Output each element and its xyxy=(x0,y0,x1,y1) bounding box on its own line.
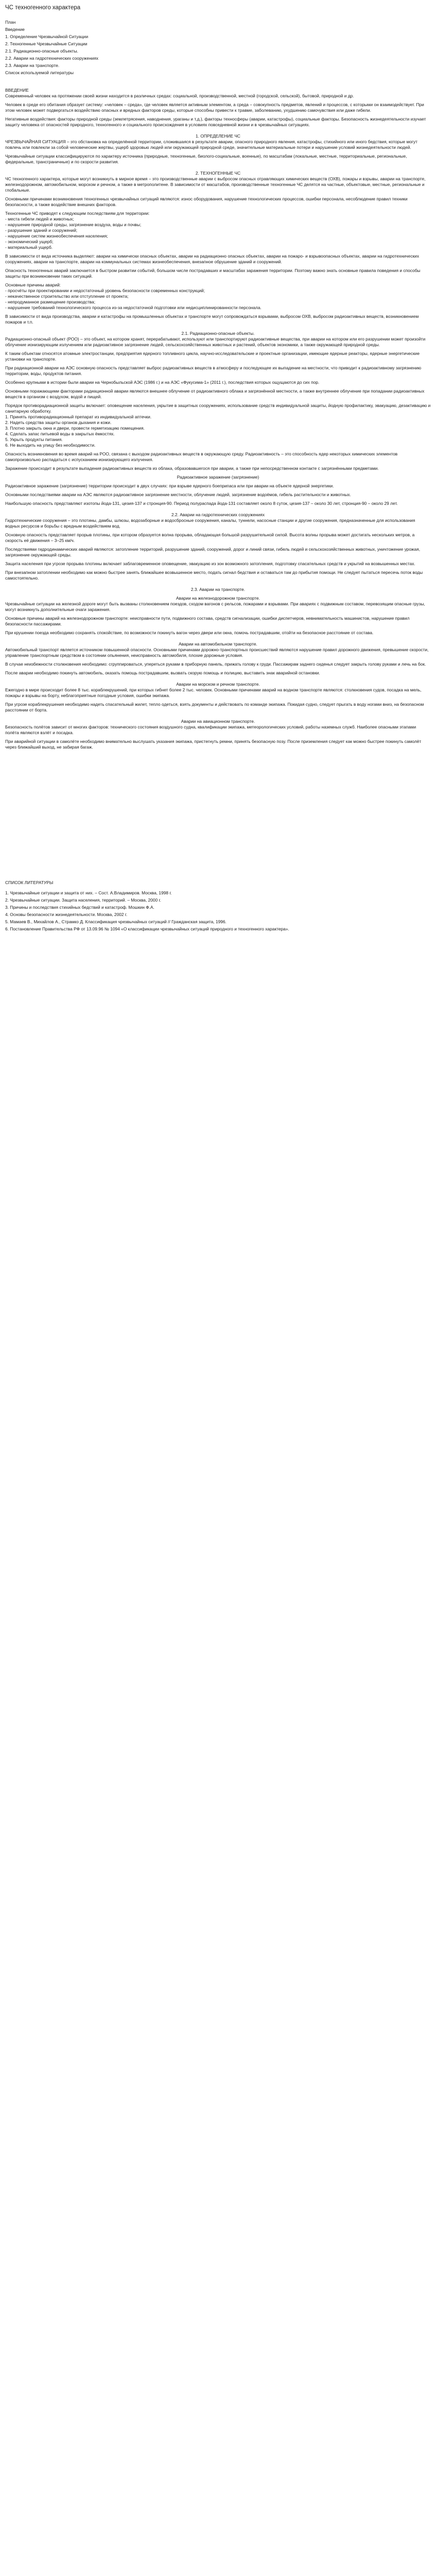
reference-item: 5. Мамаев В., Михайлов А., Страмко Д. Классификация чрезвычайных ситуаций // Гражданская защита, 1996. xyxy=(5,919,226,924)
list-item: - некачественное строительство или отступление от проекта; xyxy=(5,294,129,299)
paragraph: Ежегодно в мире происходит более 8 тыс. кораблекрушений, при которых гибнет более 2 тыс. человек. Основными причинами аварий на водном транспорте являются: столкновения судов, посадка на мель, пожары и взрывы на борту, неблагоприятные погодные условия, ошибки экипажа. xyxy=(5,687,422,698)
paragraph: Негативные воздействия: факторы природной среды (землетрясения, наводнения, ураганы и т.д.), факторы техносферы (аварии, катастрофы), социальные факторы. Безопасность жизнедеятельности изучает защиту человека от опасностей природного, техногенного и социального происхождения в условиях повседневной жизни и в чрезвычайных ситуациях. xyxy=(5,116,426,127)
paragraph: ЧС техногенного характера, которые могут возникнуть в мирное время – это производственные аварии с выбросом опасных отравляющих химических веществ (ОХВ), пожары и взрывы, аварии на транспорте, железнодорожном, автомобильном, морском и речном, а также в метрополитене. В зависимости от масштабов, производственные техногенные ЧС делятся на частные, объектовые, местные, региональные и глобальные. xyxy=(5,176,426,193)
paragraph: Автомобильный транспорт является источником повышенной опасности. Основными причинами дорожно-транспортных происшествий являются нарушение правил дорожного движения, превышение скорости, управление транспортным средством в состоянии опьянения, неисправность автомобиля, плохие дорожные условия. xyxy=(5,647,429,658)
list-item: 4. Сделать запас питьевой воды в закрытых ёмкостях. xyxy=(5,431,115,436)
list-item: 5. Укрыть продукты питания. xyxy=(5,437,63,442)
paragraph: При внезапном затоплении необходимо как можно быстрее занять ближайшее возвышенное место, подать сигнал бедствия и оставаться там до прибытия помощи. Не следует пытаться пересечь поток воды самостоятельно. xyxy=(5,570,423,581)
section-heading: СПИСОК ЛИТЕРАТУРЫ xyxy=(5,880,54,885)
list-item: 1. Принять противорадиационный препарат из индивидуальной аптечки. xyxy=(5,414,152,419)
paragraph: Техногенные ЧС приводят к следующим последствиям для территории: xyxy=(5,211,150,216)
list-item: - разрушение зданий и сооружений; xyxy=(5,228,78,233)
paragraph: Гидротехнические сооружения – это плотины, дамбы, шлюзы, водозаборные и водосбросные сооружения, каналы, туннели, насосные станции и другие сооружения, предназначенные для использования водных ресурсов и борьбы с вредным воздействием вод. xyxy=(5,518,415,529)
table-of-contents xyxy=(5,19,431,76)
paragraph: Основными поражающими факторами радиационной аварии являются внешнее облучение от радиоактивного облака и загрязнённой местности, а также внутреннее облучение при попадании радиоактивных веществ в организм с воздухом, водой и пищей. xyxy=(5,388,425,399)
paragraph: Порядок противорадиационной защиты включает: оповещение населения, укрытие в защитных сооружениях, использование средств индивидуальной защиты, йодную профилактику, эвакуацию, дезактивацию и санитарную обработку. xyxy=(5,403,431,414)
hydro-section xyxy=(5,512,431,581)
paragraph: Наибольшую опасность представляют изотопы йода-131, цезия-137 и стронция-90. Период полураспада йода-131 составляет около 8 суток, цезия-137 – около 30 лет, стронция-90 – около 29 лет. xyxy=(5,501,398,506)
list-item: - материальный ущерб. xyxy=(5,245,53,250)
sub-heading: Аварии на железнодорожном транспорте. xyxy=(176,596,260,601)
toc-item: 2.3. Аварии на транспорте. xyxy=(5,63,60,68)
toc-item: План xyxy=(5,20,16,25)
references-section xyxy=(5,879,431,933)
list-item: - нарушение требований технологического процесса из-за недостаточной подготовки или недисциплинированности персонала. xyxy=(5,305,261,310)
paragraph: В зависимости от вида источника выделяют: аварии на химически опасных объектах, аварии на радиационно опасных объектах, аварии на пожаро- и взрывоопасных объектах, аварии на гидротехнических сооружениях, аварии на транспорте, аварии на коммунальных системах жизнеобеспечения, внезапное обрушение зданий и сооружений. xyxy=(5,253,420,264)
paragraph: Современный человек на протяжении своей жизни находится в различных средах: социальной, производственной, местной (городской, сельской), бытовой, природной и др. xyxy=(5,93,354,98)
paragraph: Человек в среде его обитания образует систему: «человек – среда», где человек является активным элементом, а среда – совокупность предметов, явлений и процессов, с которыми он взаимодействует. При этом человек может подвергаться воздействию опасных и вредных факторов среды, которые способны привести к травме, заболеванию, ухудшению самочувствия или даже гибели. xyxy=(5,102,424,113)
paragraph: Опасность возникновения во время аварий на РОО, связана с выходом радиоактивных веществ в окружающую среду. Радиоактивность – это способность ядер некоторых химических элементов самопроизвольно распадаться с испусканием ионизирующего излучения. xyxy=(5,451,398,462)
toc-item: 1. Определение Чрезвычайной Ситуации xyxy=(5,34,89,39)
toc-item: Введение xyxy=(5,27,25,32)
reference-item: 6. Постановление Правительства РФ от 13.09.96 № 1094 «О классификации чрезвычайных ситуаций природного и техногенного характера». xyxy=(5,926,289,931)
paragraph: Чрезвычайные ситуации на железной дороге могут быть вызваны столкновением поездов, сходом вагонов с рельсов, пожарами и взрывами. При авариях с подвижным составом, перевозящим опасные грузы, могут возникнуть дополнительные очаги заражения. xyxy=(5,601,425,612)
list-item: - непродуманное размещение производства; xyxy=(5,299,96,304)
list-item: - места гибели людей и животных; xyxy=(5,216,74,222)
list-item: - нарушение природной среды, загрязнение воздуха, воды и почвы; xyxy=(5,222,142,227)
paragraph: При крушении поезда необходимо сохранять спокойствие, по возможности покинуть вагон через двери или окна, помочь пострадавшим, отойти на безопасное расстояние от состава. xyxy=(5,630,374,635)
sub-heading: Радиоактивное заражение (загрязнение) xyxy=(177,474,259,480)
paragraph: Радиоактивное заражение (загрязнение) территории происходит в двух случаях: при взрыве ядерного боеприпаса или при аварии на объекте ядерной энергетики. xyxy=(5,483,334,488)
list-item: - экономический ущерб; xyxy=(5,239,54,244)
reference-item: 3. Причины и последствия стихийных бедствий и катастроф. Мошкин Ф.А. xyxy=(5,905,154,910)
paragraph: В случае неизбежности столкновения необходимо: сгруппироваться, упереться руками в приборную панель, прижать голову к груди. Пассажирам заднего сиденья следует закрыть голову руками и лечь на бок. xyxy=(5,662,426,667)
paragraph: Защита населения при угрозе прорыва плотины включает заблаговременное оповещение, эвакуацию из зон возможного затопления, подготовку спасательных средств и укрытий на возвышенных местах. xyxy=(5,561,415,566)
paragraph: Основные причины аварий: xyxy=(5,282,61,287)
transport-section xyxy=(5,587,431,750)
toc-item: 2.1. Радиационно-опасные объекты. xyxy=(5,48,78,54)
paragraph: При угрозе кораблекрушения необходимо надеть спасательный жилет, тепло одеться, взять документы и действовать по команде экипажа. Покидая судно, следует прыгать в воду ногами вниз, на безопасном расстоянии от борта. xyxy=(5,702,424,713)
list-item: - просчёты при проектировании и недостаточный уровень безопасности современных конструкций; xyxy=(5,288,205,293)
reference-item: 1. Чрезвычайные ситуации и защита от них. – Сост. А.Владимиров. Москва, 1998 г. xyxy=(5,890,172,895)
list-item: 6. Не выходить на улицу без необходимости. xyxy=(5,443,96,448)
paragraph: Безопасность полётов зависит от многих факторов: технического состояния воздушного судна, квалификации экипажа, метеорологических условий, работы наземных служб. Наиболее опасными этапами полёта являются взлёт и посадка. xyxy=(5,724,416,735)
paragraph: Заражение происходит в результате выпадения радиоактивных веществ из облака, образовавшегося при аварии, а также при непосредственном контакте с загрязнёнными предметами. xyxy=(5,466,379,471)
section-heading: 2.2. Аварии на гидротехнических сооружениях xyxy=(171,512,265,517)
document-title: ЧС техногенного характера xyxy=(5,5,81,11)
section-heading: 1. ОПРЕДЕЛЕНИЕ ЧС xyxy=(196,133,240,139)
paragraph: Особенно крупными в истории были аварии на Чернобыльской АЭС (1986 г.) и на АЭС «Фукусима-1» (2011 г.), последствия которых ощущаются до сих пор. xyxy=(5,380,320,385)
paragraph: Чрезвычайные ситуации классифицируются по характеру источника (природные, техногенные, биолого-социальные, военные), по масштабам (локальные, местные, территориальные, региональные, федеральные, трансграничные) и по скорости развития. xyxy=(5,154,407,164)
paragraph: ЧРЕЗВЫЧАЙНАЯ СИТУАЦИЯ – это обстановка на определённой территории, сложившаяся в результате аварии, опасного природного явления, катастрофы, стихийного или иного бедствия, которые могут повлечь или повлекли за собой человеческие жертвы, ущерб здоровью людей или окружающей природной среде, значительные материальные потери и нарушение условий жизнедеятельности людей. xyxy=(5,139,417,150)
toc-item: Список используемой литературы xyxy=(5,70,74,75)
list-item: 2. Надеть средства защиты органов дыхания и кожи. xyxy=(5,420,112,425)
technogenic-section xyxy=(5,171,431,325)
radiation-section xyxy=(5,331,431,506)
sub-heading: Аварии на авиационном транспорте. xyxy=(181,719,255,724)
definition-section xyxy=(5,133,431,165)
paragraph: В зависимости от вида производства, аварии и катастрофы на промышленных объектах и транспорте могут сопровождаться взрывами, выбросом ОХВ, выбросом радиоактивных веществ, возникновением пожаров и т.п. xyxy=(5,314,419,325)
paragraph: Основную опасность представляет прорыв плотины, при котором образуется волна прорыва, обладающая большой разрушительной силой. Высота волны прорыва может достигать нескольких метров, а скорость её движения – 3–25 км/ч. xyxy=(5,532,415,543)
paragraph: Опасность техногенных аварий заключается в быстром развитии событий, большом числе пострадавших и масштабах заражения территории. Поэтому важно знать основные правила поведения и способы защиты при возникновении таких ситуаций. xyxy=(5,268,421,279)
reference-item: 2. Чрезвычайные ситуации. Защита населения, территорий. – Москва, 2000 г. xyxy=(5,897,161,903)
sub-heading: Аварии на автомобильном транспорте. xyxy=(179,641,257,647)
intro-section xyxy=(5,88,431,128)
section-heading: 2.3. Аварии на транспорте. xyxy=(190,587,246,592)
section-heading: 2.1. Радиационно-опасные объекты. xyxy=(181,331,255,336)
reference-item: 4. Основы безопасности жизнедеятельности. Москва, 2002 г. xyxy=(5,912,128,917)
paragraph: К таким объектам относятся атомные электростанции, предприятия ядерного топливного цикла, научно-исследовательские и проектные организации, имеющие ядерные реакторы, ядерные энергетические установки на транспорте. xyxy=(5,351,420,362)
section-heading: ВВЕДЕНИЕ xyxy=(5,88,29,93)
list-item: 3. Плотно закрыть окна и двери, провести герметизацию помещения. xyxy=(5,426,145,431)
paragraph: Основные причины аварий на железнодорожном транспорте: неисправности пути, подвижного состава, средств сигнализации, ошибки диспетчеров, невнимательность машинистов, нарушение правил безопасности пассажирами. xyxy=(5,616,410,626)
paragraph: После аварии необходимо покинуть автомобиль, оказать помощь пострадавшим, вызвать скорую помощь и полицию, выставить знак аварийной остановки. xyxy=(5,670,320,675)
toc-item: 2.2. Аварии на гидротехнических сооружениях xyxy=(5,56,99,61)
paragraph: Основными причинами возникновения техногенных чрезвычайных ситуаций являются: износ оборудования, нарушение технологических процессов, ошибки персонала, несоблюдение правил техники безопасности, а также воздействие внешних факторов. xyxy=(5,196,408,207)
paragraph: Последствиями гидродинамических аварий являются: затопление территорий, разрушение зданий, сооружений, дорог и линий связи, гибель людей и сельскохозяйственных животных, уничтожение урожая, загрязнение окружающей среды. xyxy=(5,547,421,557)
paragraph: При радиационной аварии на АЭС основную опасность представляет выброс радиоактивных веществ в атмосферу и последующее их выпадение на местности, что приводит к радиоактивному загрязнению территории, воды, продуктов питания. xyxy=(5,365,422,376)
section-heading: 2. ТЕХНОГЕННЫЕ ЧС xyxy=(195,171,241,176)
paragraph: Основными последствиями аварии на АЭС являются радиоактивное загрязнение местности, облучение людей, загрязнение водоёмов, гибель растительности и животных. xyxy=(5,492,351,497)
paragraph: Радиационно-опасный объект (РОО) – это объект, на котором хранят, перерабатывают, используют или транспортируют радиоактивные вещества, при аварии на котором или его разрушении может произойти облучение ионизирующим излучением или радиоактивное загрязнение людей, сельскохозяйственных животных и растений, объектов экономики, а также окружающей природной среды. xyxy=(5,336,426,347)
toc-item: 2. Техногенные Чрезвычайные Ситуации xyxy=(5,41,88,46)
paragraph: При аварийной ситуации в самолёте необходимо внимательно выслушать указания экипажа, пристегнуть ремни, принять безопасную позу. После приземления следует как можно быстрее покинуть самолёт через ближайший выход, не забирая багаж. xyxy=(5,739,422,750)
sub-heading: Аварии на морском и речном транспорте. xyxy=(176,682,260,687)
list-item: - нарушение систем жизнеобеспечения населения; xyxy=(5,233,108,239)
